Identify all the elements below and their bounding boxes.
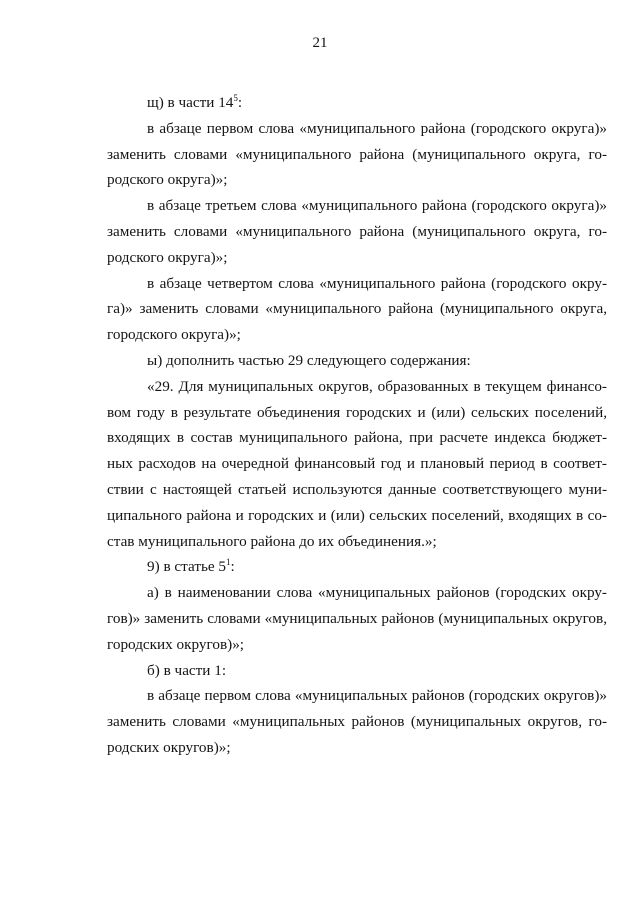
text-line — [107, 735, 607, 761]
line-text: ствии с настоящей статьей используются данные соответствующего муни- — [107, 480, 607, 498]
line-text: 9) в статье 5 — [147, 558, 227, 576]
line-text: в абзаце первом слова «муниципальных районов (городских округов)» — [147, 687, 607, 705]
line-suffix: : — [230, 558, 235, 576]
text-line — [107, 296, 607, 322]
line-text: ы) дополнить частью 29 следующего содержания: — [147, 351, 471, 369]
line-text: в абзаце четвертом слова «муниципального района (городского окру- — [147, 274, 607, 292]
superscript: 5 — [233, 93, 238, 103]
text-line — [107, 167, 607, 193]
text-line — [107, 322, 607, 348]
line-text: родского округа)»; — [107, 171, 228, 189]
line-suffix: : — [237, 94, 243, 111]
text-line — [107, 116, 607, 142]
text-line — [107, 425, 607, 451]
line-text: б) в части 1: — [147, 661, 227, 679]
superscript: 1 — [226, 557, 231, 568]
text-line — [107, 271, 607, 297]
line-text: родского округа)»; — [107, 248, 228, 266]
text-line — [107, 683, 607, 709]
text-line — [107, 477, 607, 503]
line-text: заменить словами «муниципального района (муниципального округа, го- — [107, 222, 607, 240]
line-text: ципального района и городских и (или) сельских поселений, входящих в со- — [107, 506, 607, 524]
line-text: гов)» заменить словами «муниципальных районов (муниципальных округов, — [107, 609, 607, 627]
text-line — [107, 219, 607, 245]
line-text: га)» заменить словами «муниципального района (муниципального округа, — [107, 300, 607, 318]
line-text: в абзаце первом слова «муниципального района (городского округа)» — [147, 119, 607, 137]
line-text: заменить словами «муниципального района (муниципального округа, го- — [107, 145, 607, 163]
line-text: щ) в части 14 — [147, 94, 234, 111]
line-text: а) в наименовании слова «муниципальных районов (городских окру- — [147, 584, 607, 602]
page-number: 21 — [312, 35, 328, 51]
line-text: став муниципального района до их объединения.»; — [107, 532, 437, 550]
text-line — [107, 554, 607, 580]
line-text: родских округов)»; — [107, 738, 231, 756]
text-line — [107, 451, 607, 477]
text-line — [107, 374, 607, 400]
text-line — [107, 632, 607, 658]
text-line — [107, 658, 607, 684]
text-line — [107, 142, 607, 168]
text-line — [107, 580, 607, 606]
line-text: вом году в результате объединения городских и (или) сельских поселений, — [107, 403, 607, 421]
text-line — [107, 245, 607, 271]
line-text: городского округа)»; — [107, 326, 241, 344]
text-line — [107, 400, 607, 426]
document-body — [107, 90, 607, 761]
text-line — [107, 709, 607, 735]
line-text: «29. Для муниципальных округов, образованных в текущем финансо- — [147, 377, 607, 395]
text-line — [107, 529, 607, 555]
line-text: заменить словами «муниципальных районов (муниципальных округов, го- — [107, 713, 607, 731]
text-line — [107, 606, 607, 632]
line-text: входящих в состав муниципального района, при расчете индекса бюджет- — [107, 429, 607, 447]
text-line — [107, 193, 607, 219]
text-line — [107, 90, 607, 116]
line-text: ных расходов на очередной финансовый год и плановый период в соответ- — [107, 455, 607, 473]
line-text: городских округов)»; — [107, 635, 245, 653]
text-line — [107, 348, 607, 374]
line-text: в абзаце третьем слова «муниципального района (городского округа)» — [147, 197, 607, 215]
text-line — [107, 503, 607, 529]
